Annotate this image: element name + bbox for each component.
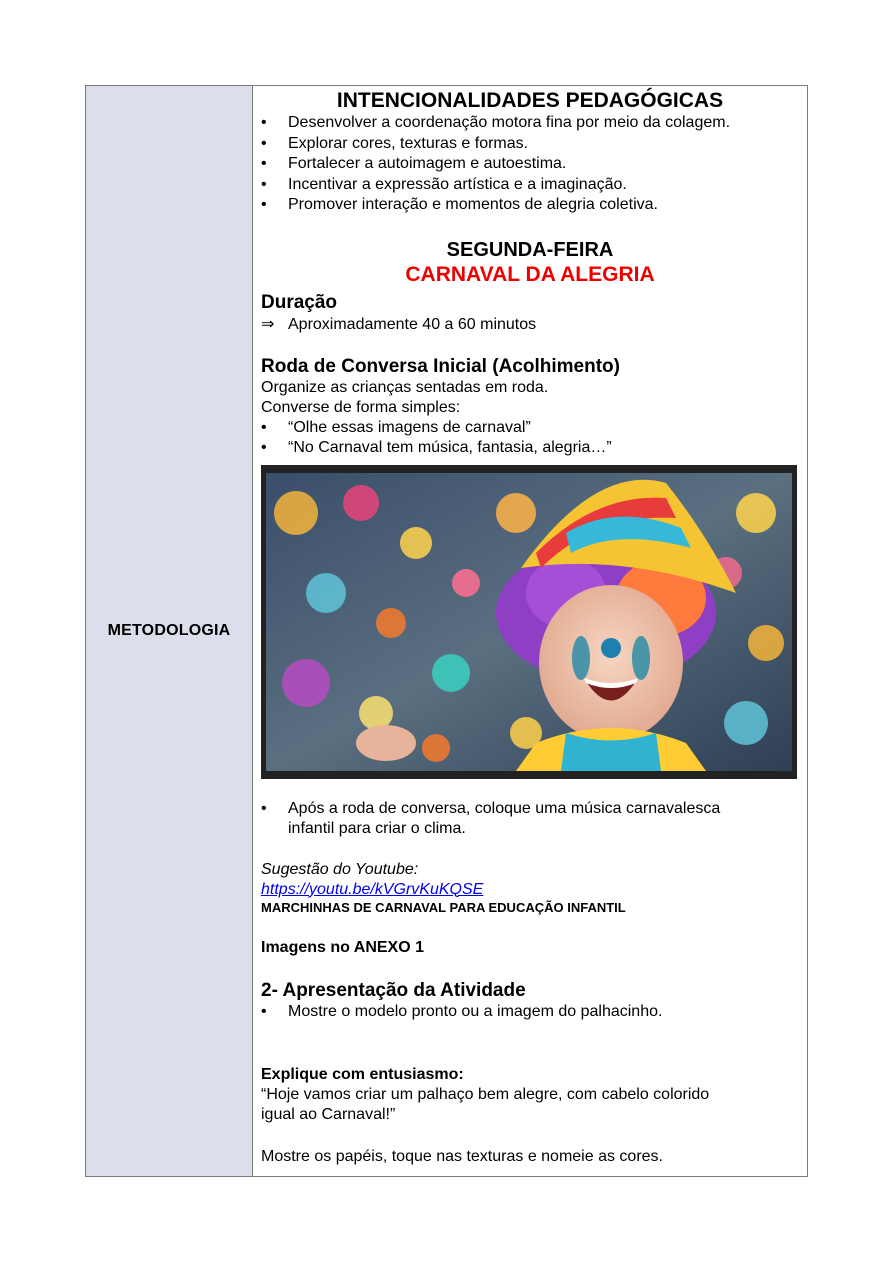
methodology-label: METODOLOGIA xyxy=(107,622,231,639)
methodology-label-cell xyxy=(86,86,253,1176)
intentions-list xyxy=(261,113,799,216)
duration-text: Aproximadamente 40 a 60 minutos xyxy=(288,315,537,333)
content-cell xyxy=(253,86,807,1176)
day-subtitle: CARNAVAL DA ALEGRIA xyxy=(405,262,655,286)
explain-line-1: “Hoje vamos criar um palhaço bem alegre, com cabelo colorido xyxy=(261,1086,710,1103)
arrow-icon: ⇒ xyxy=(261,315,275,333)
list-item: • Promover interação e momentos de alegria coletiva. xyxy=(261,195,799,216)
duration-heading: Duração xyxy=(261,291,338,313)
explain-line-2: igual ao Carnaval!” xyxy=(261,1106,396,1123)
explain-heading: Explique com entusiasmo: xyxy=(261,1066,464,1083)
music-list xyxy=(261,799,799,840)
circle-line-1: Organize as crianças sentadas em roda. xyxy=(261,378,549,396)
methodology-table xyxy=(85,85,808,1177)
clown-child-illustration xyxy=(266,473,792,771)
music-line-2: infantil para criar o clima. xyxy=(288,820,466,837)
presentation-list xyxy=(261,1002,799,1023)
annex-note: Imagens no ANEXO 1 xyxy=(261,938,424,956)
presentation-heading: 2- Apresentação da Atividade xyxy=(261,979,526,1001)
list-item xyxy=(261,799,799,840)
list-item: • Explorar cores, texturas e formas. xyxy=(261,134,799,155)
explain-final: Mostre os papéis, toque nas texturas e nomeie as cores. xyxy=(261,1148,663,1165)
youtube-caption: MARCHINHAS DE CARNAVAL PARA EDUCAÇÃO INFANTIL xyxy=(261,899,626,915)
list-item: • “No Carnaval tem música, fantasia, alegria…” xyxy=(261,438,799,459)
list-item: • “Olhe essas imagens de carnaval” xyxy=(261,418,799,439)
duration-line xyxy=(261,314,799,336)
circle-list xyxy=(261,418,799,459)
circle-line-2: Converse de forma simples: xyxy=(261,398,461,416)
list-item: • Incentivar a expressão artística e a imaginação. xyxy=(261,175,799,196)
music-line-1: Após a roda de conversa, coloque uma música carnavalesca xyxy=(288,799,721,817)
list-item: • Mostre o modelo pronto ou a imagem do palhacinho. xyxy=(261,1002,799,1023)
day-title: SEGUNDA-FEIRA xyxy=(446,238,614,261)
list-item: • Fortalecer a autoimagem e autoestima. xyxy=(261,154,799,175)
carnival-clown-photo xyxy=(261,465,797,779)
youtube-link[interactable]: https://youtu.be/kVGrvKuKQSE xyxy=(261,880,484,898)
list-item: • Desenvolver a coordenação motora fina por meio da colagem. xyxy=(261,113,799,134)
intentions-title: INTENCIONALIDADES PEDAGÓGICAS xyxy=(336,89,724,112)
youtube-label: Sugestão do Youtube: xyxy=(261,860,419,878)
circle-heading: Roda de Conversa Inicial (Acolhimento) xyxy=(261,355,620,377)
